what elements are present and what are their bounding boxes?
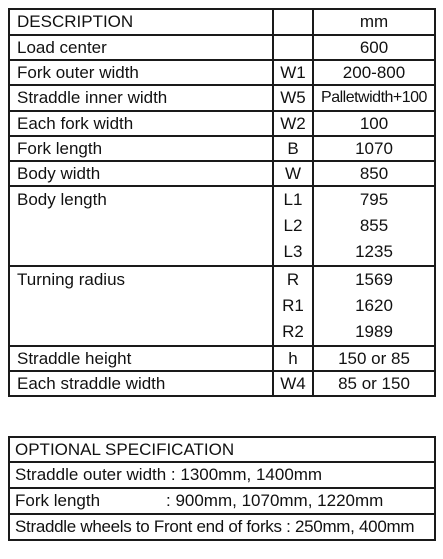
optional-line: Straddle outer width : 1300mm, 1400mm bbox=[9, 462, 435, 488]
row-label: Load center bbox=[9, 35, 273, 60]
row-value: 85 or 150 bbox=[313, 371, 435, 396]
row-symbol: L3 bbox=[283, 242, 303, 261]
symbol-header bbox=[273, 9, 313, 35]
row-value: 1569 bbox=[355, 270, 393, 289]
table-row bbox=[9, 35, 435, 60]
table-header-row bbox=[9, 9, 435, 35]
optional-line: Straddle wheels to Front end of forks : 250mm, 400mm bbox=[9, 514, 435, 540]
row-label: Straddle height bbox=[9, 346, 273, 371]
row-value: 1070 bbox=[313, 136, 435, 161]
table-row bbox=[9, 371, 435, 396]
row-label: Straddle inner width bbox=[9, 85, 273, 111]
row-symbol: R2 bbox=[282, 322, 304, 341]
row-value: 600 bbox=[313, 35, 435, 60]
table-row bbox=[9, 85, 435, 111]
row-symbol: L2 bbox=[283, 216, 303, 235]
row-value-group bbox=[313, 186, 435, 266]
table-row bbox=[9, 186, 435, 266]
table-row bbox=[9, 266, 435, 346]
row-symbol: W4 bbox=[273, 371, 313, 396]
table-row bbox=[9, 136, 435, 161]
row-value: 1620 bbox=[355, 296, 393, 315]
row-value: 855 bbox=[359, 216, 389, 235]
row-value-group bbox=[313, 266, 435, 346]
row-label: Each straddle width bbox=[9, 371, 273, 396]
row-label: Each fork width bbox=[9, 111, 273, 136]
row-symbol-group bbox=[273, 266, 313, 346]
row-label: Turning radius bbox=[9, 266, 273, 346]
row-symbol: W2 bbox=[273, 111, 313, 136]
table-row bbox=[9, 60, 435, 85]
optional-title: OPTIONAL SPECIFICATION bbox=[9, 437, 435, 462]
row-symbol: B bbox=[273, 136, 313, 161]
row-value: 795 bbox=[359, 190, 389, 209]
specification-table bbox=[8, 8, 436, 397]
row-symbol: W1 bbox=[273, 60, 313, 85]
row-value: 200-800 bbox=[313, 60, 435, 85]
table-row bbox=[9, 346, 435, 371]
row-symbol: h bbox=[273, 346, 313, 371]
row-symbol: W5 bbox=[273, 85, 313, 111]
optional-specification-table bbox=[8, 436, 436, 541]
row-symbol: L1 bbox=[283, 190, 303, 209]
optional-row bbox=[9, 462, 435, 488]
row-symbol: R bbox=[286, 270, 300, 289]
row-label: Fork outer width bbox=[9, 60, 273, 85]
row-value: 1989 bbox=[355, 322, 393, 341]
row-value: 100 bbox=[313, 111, 435, 136]
optional-header-row bbox=[9, 437, 435, 462]
table-row bbox=[9, 161, 435, 186]
description-header: DESCRIPTION bbox=[9, 9, 273, 35]
row-value: 850 bbox=[313, 161, 435, 186]
optional-line-label: Fork length bbox=[9, 488, 161, 514]
optional-row bbox=[9, 514, 435, 540]
optional-line-value: : 900mm, 1070mm, 1220mm bbox=[161, 488, 435, 514]
row-label: Body width bbox=[9, 161, 273, 186]
table-row bbox=[9, 111, 435, 136]
row-symbol: R1 bbox=[282, 296, 304, 315]
row-value: 1235 bbox=[355, 242, 393, 261]
row-symbol bbox=[273, 35, 313, 60]
row-value: Palletwidth+100 bbox=[313, 85, 435, 111]
optional-row bbox=[9, 488, 435, 514]
row-label: Body length bbox=[9, 186, 273, 266]
row-label: Fork length bbox=[9, 136, 273, 161]
unit-header: mm bbox=[313, 9, 435, 35]
row-symbol: W bbox=[273, 161, 313, 186]
row-value: 150 or 85 bbox=[313, 346, 435, 371]
row-symbol-group bbox=[273, 186, 313, 266]
